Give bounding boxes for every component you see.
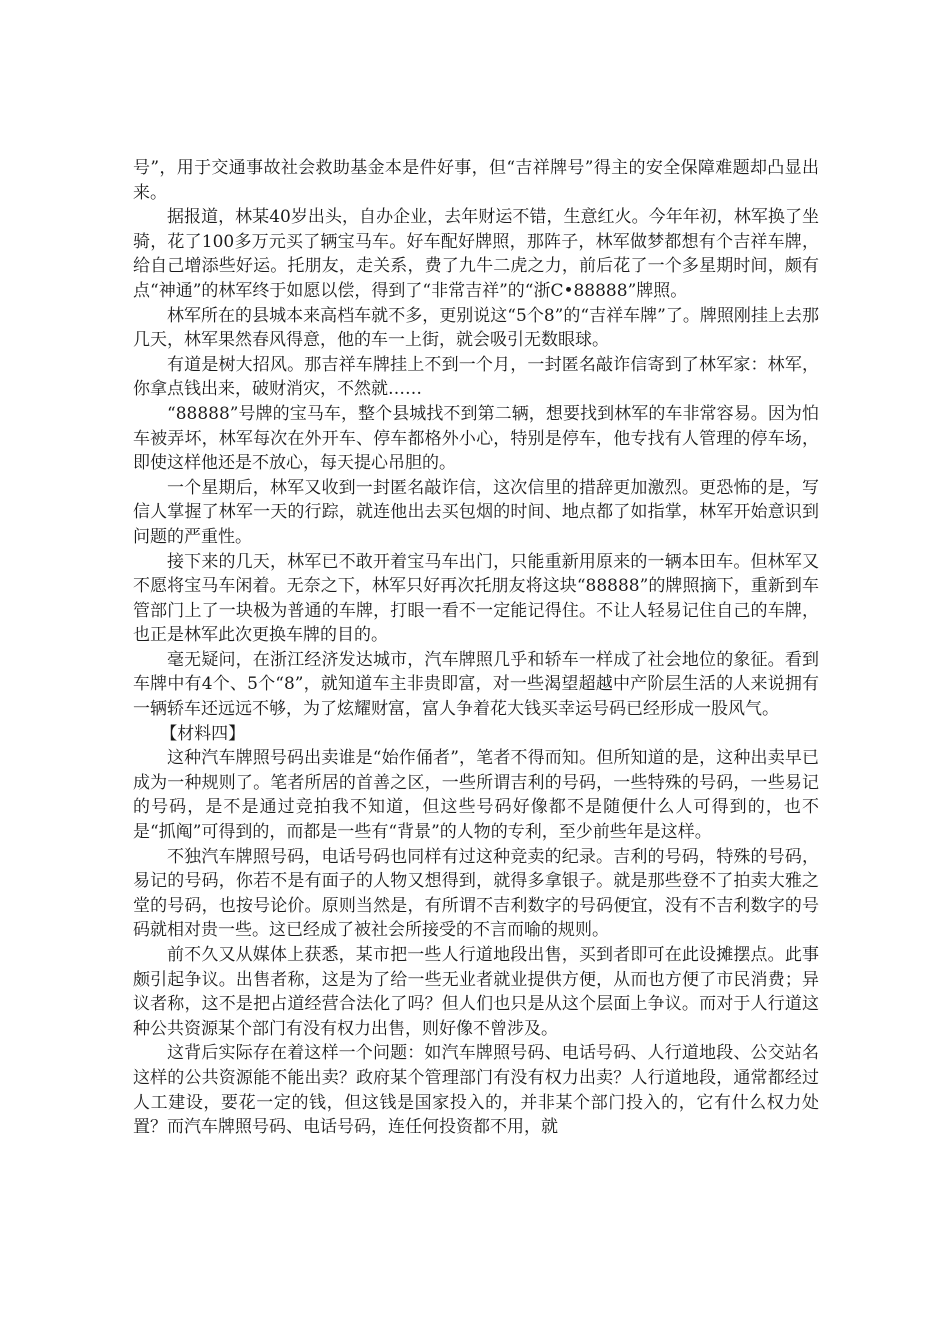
paragraph: 有道是树大招风。那吉祥车牌挂上不到一个月，一封匿名敲诈信寄到了林军家：林军，你拿点钱出来，破财消灾，不然就……	[133, 354, 819, 400]
paragraph: 接下来的几天，林军已不敢开着宝马车出门，只能重新用原来的一辆本田车。但林军又不愿将宝马车闲着。无奈之下，林军只好再次托朋友将这块“88888”的牌照摘下，重新到车管部门上了一块极为普通的车牌，打眼一看不一定能记得住。不让人轻易记住自己的车牌，也正是林军此次更换车牌的目的。	[133, 551, 819, 646]
paragraph: 这种汽车牌照号码出卖谁是“始作俑者”，笔者不得而知。但所知道的是，这种出卖早已成为一种规则了。笔者所居的首善之区，一些所谓吉利的号码，一些特殊的号码，一些易记的号码，是不是通过竞拍我不知道，但这些号码好像都不是随便什么人可得到的，也不是“抓阄”可得到的，而都是一些有“背景”的人物的专利，至少前些年是这样。	[133, 748, 819, 843]
paragraph: 号”，用于交通事故社会救助基金本是件好事，但“吉祥牌号”得主的安全保障难题却凸显出来。	[133, 158, 819, 203]
document-body	[133, 156, 819, 1140]
paragraph: “88888”号牌的宝马车，整个县城找不到第二辆，想要找到林军的车非常容易。因为怕车被弄坏，林军每次在外开车、停车都格外小心，特别是停车，他专找有人管理的停车场，即使这样他还是不放心，每天提心吊胆的。	[133, 403, 819, 474]
paragraph: 林军所在的县城本来高档车就不多，更别说这“5个8”的“吉祥车牌”了。牌照刚挂上去那几天，林军果然春风得意，他的车一上街，就会吸引无数眼球。	[133, 305, 819, 351]
paragraph: 前不久又从媒体上获悉，某市把一些人行道地段出售，买到者即可在此设摊摆点。此事颇引起争议。出售者称，这是为了给一些无业者就业提供方便，从而也方便了市民消费；异议者称，这不是把占道经营合法化了吗？但人们也只是从这个层面上争议。而对于人行道这种公共资源某个部门有没有权力出售，则好像不曾涉及。	[133, 945, 819, 1039]
paragraph: 毫无疑问，在浙江经济发达城市，汽车牌照几乎和轿车一样成了社会地位的象征。看到车牌中有4个、5个“8”，就知道车主非贵即富，对一些渴望超越中产阶层生活的人来说拥有一辆轿车还远远不够，为了炫耀财富，富人争着花大钱买幸运号码已经形成一股风气。	[133, 649, 819, 720]
section-heading: 【材料四】	[160, 723, 246, 744]
paragraph: 一个星期后，林军又收到一封匿名敲诈信，这次信里的措辞更加激烈。更恐怖的是，写信人掌握了林军一天的行踪，就连他出去买包烟的时间、地点都了如指掌，林军开始意识到问题的严重性。	[133, 477, 819, 547]
paragraph: 这背后实际存在着这样一个问题：如汽车牌照号码、电话号码、人行道地段、公交站名这样的公共资源能不能出卖？政府某个管理部门有没有权力出卖？人行道地段，通常都经过人工建设，要花一定的钱，但这钱是国家投入的，并非某个部门投入的，它有什么权力处置？而汽车牌照号码、电话号码，连任何投资都不用，就	[133, 1043, 819, 1138]
paragraph: 据报道，林某40岁出头，自办企业，去年财运不错，生意红火。今年年初，林军换了坐骑，花了100多万元买了辆宝马车。好车配好牌照，那阵子，林军做梦都想有个吉祥车牌，给自己增添些好运。托朋友，走关系，费了九牛二虎之力，前后花了一个多星期时间，颇有点“神通”的林军终于如愿以偿，得到了“非常吉祥”的“浙C•88888”牌照。	[133, 207, 819, 301]
paragraph: 不独汽车牌照号码，电话号码也同样有过这种竞卖的纪录。吉利的号码，特殊的号码，易记的号码，你若不是有面子的人物又想得到，就得多拿银子。就是那些登不了拍卖大雅之堂的号码，也按号论价。原则当然是，有所谓不吉利数字的号码便宜，没有不吉利数字的号码就相对贵一些。这已经成了被社会所接受的不言而喻的规则。	[133, 846, 819, 941]
